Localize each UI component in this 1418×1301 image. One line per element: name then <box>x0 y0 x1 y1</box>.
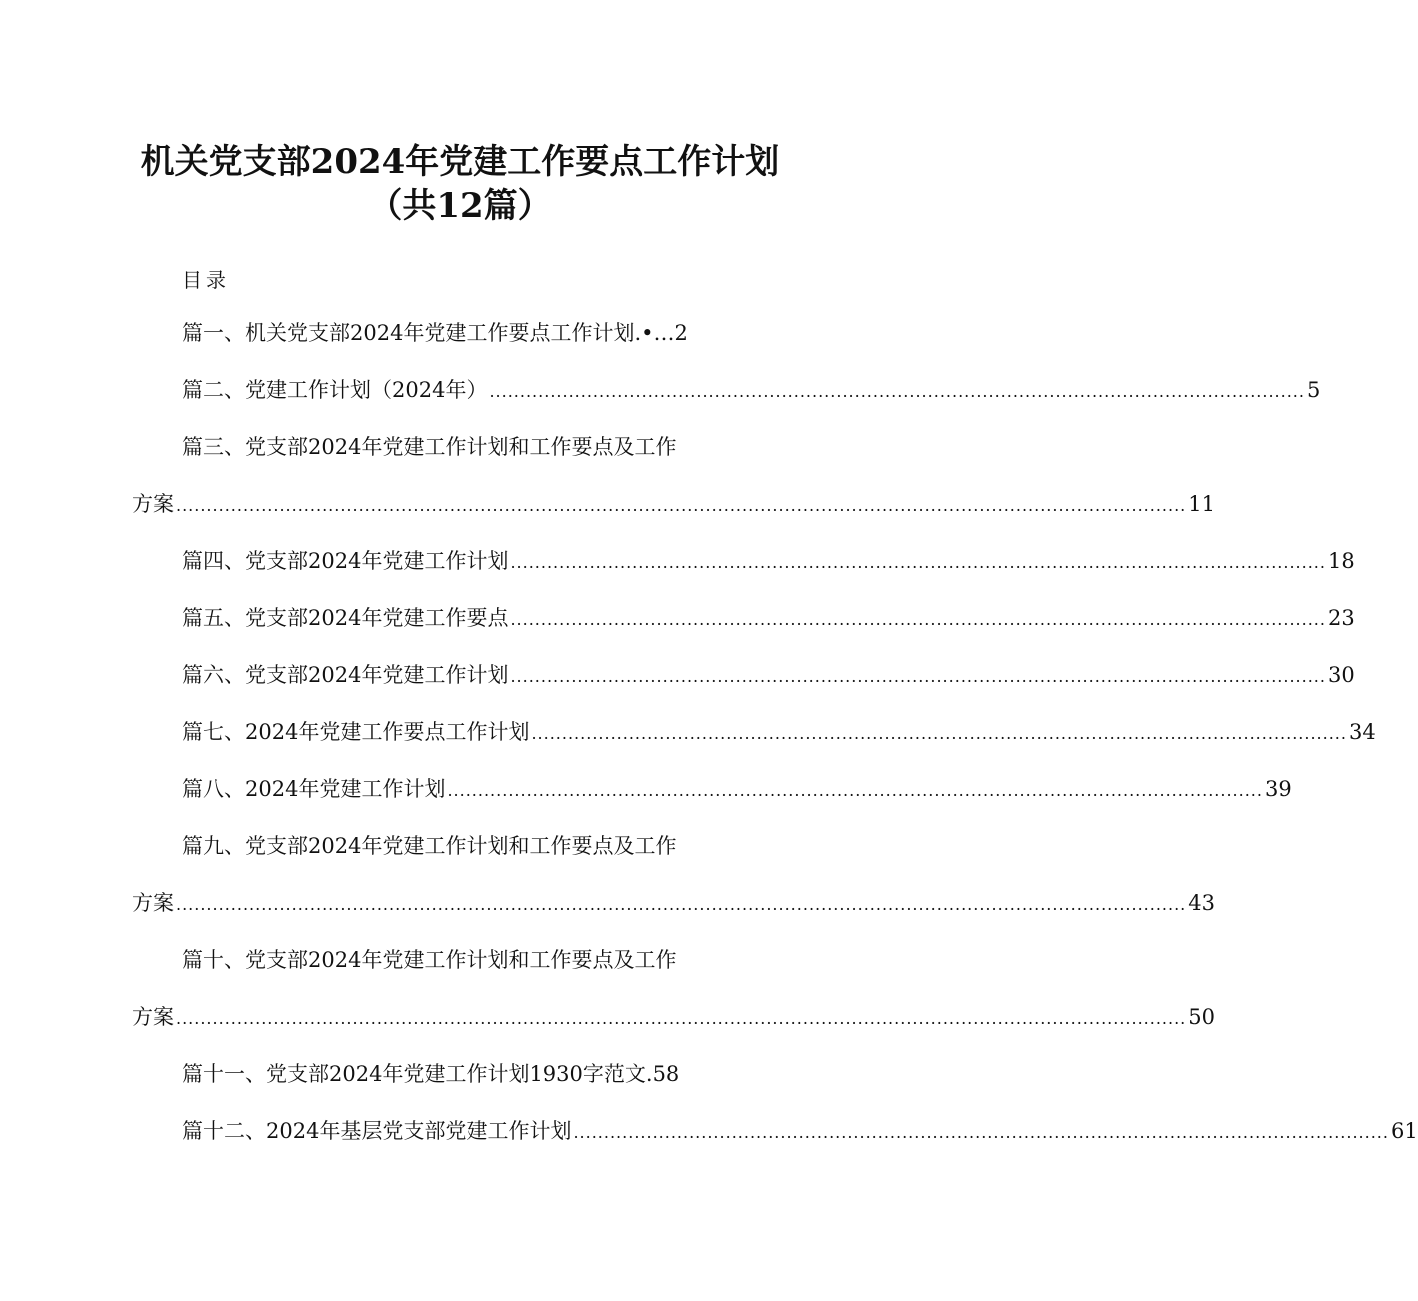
toc-heading: 目录 <box>182 268 230 292</box>
toc-entry-page: 30 <box>1327 663 1355 687</box>
toc-entry-title: 篇十二、2024年基层党支部党建工作计划 <box>182 1119 572 1143</box>
toc-entry-page: 5 <box>1306 378 1321 402</box>
dot-leader: ...................................................................................................................................................................... <box>176 1009 1187 1028</box>
toc-entry-page: 58 <box>652 1062 680 1086</box>
toc-entry-title: 篇十、党支部2024年党建工作计划和工作要点及工作 <box>182 948 677 972</box>
dot-leader: ...................................................................................................................................... <box>510 667 1326 686</box>
toc-entry-9-cont[interactable] <box>132 888 1215 920</box>
toc-entry-1[interactable] <box>182 318 742 348</box>
dot-leader: ...................................................................................................................................... <box>447 781 1263 800</box>
toc-entry-6[interactable] <box>182 660 1355 692</box>
toc-entry-page: 34 <box>1348 720 1376 744</box>
toc-entry-page: 39 <box>1264 777 1292 801</box>
toc-entry-4[interactable] <box>182 546 1355 578</box>
toc-entry-12[interactable] <box>182 1116 1418 1148</box>
toc-entry-title: 篇九、党支部2024年党建工作计划和工作要点及工作 <box>182 834 677 858</box>
toc-entry-8[interactable] <box>182 774 1292 806</box>
toc-entry-title: 篇二、党建工作计划（2024年） <box>182 378 488 402</box>
toc-entry-page: 61 <box>1390 1119 1418 1143</box>
toc-entry-title-cont: 方案 <box>132 891 174 915</box>
toc-entry-title-cont: 方案 <box>132 492 174 516</box>
toc-entry-7[interactable] <box>182 717 1376 749</box>
toc-entry-title: 篇六、党支部2024年党建工作计划 <box>182 663 509 687</box>
toc-entry-title: 篇一、机关党支部2024年党建工作要点工作计划.•… <box>182 321 675 345</box>
toc-entry-title: 篇八、2024年党建工作计划 <box>182 777 446 801</box>
toc-entry-title: 篇五、党支部2024年党建工作要点 <box>182 606 509 630</box>
toc-entry-title: 篇十一、党支部2024年党建工作计划1930字范文. <box>182 1062 653 1086</box>
toc-entry-3[interactable] <box>182 432 770 462</box>
toc-entry-title: 篇三、党支部2024年党建工作计划和工作要点及工作 <box>182 435 677 459</box>
dot-leader: ...................................................................................................................................... <box>489 382 1305 401</box>
toc-entry-10-cont[interactable] <box>132 1002 1215 1034</box>
document-title: 机关党支部2024年党建工作要点工作计划 <box>140 142 780 182</box>
toc-entry-page: 43 <box>1188 891 1215 915</box>
toc-entry-10[interactable] <box>182 945 770 975</box>
toc-entry-page: 11 <box>1188 492 1215 516</box>
toc-entry-title-cont: 方案 <box>132 1005 174 1029</box>
toc-entry-page: 18 <box>1327 549 1355 573</box>
toc-entry-title: 篇四、党支部2024年党建工作计划 <box>182 549 509 573</box>
toc-entry-9[interactable] <box>182 831 770 861</box>
dot-leader: ...................................................................................................................................................................... <box>176 496 1187 515</box>
toc-entry-5[interactable] <box>182 603 1355 635</box>
dot-leader: ...................................................................................................................................... <box>573 1123 1389 1142</box>
toc-entry-page: 50 <box>1188 1005 1215 1029</box>
toc-entry-page: 23 <box>1327 606 1355 630</box>
toc-entry-3-cont[interactable] <box>132 489 1215 521</box>
toc-entry-page: 2 <box>674 321 688 345</box>
dot-leader: ...................................................................................................................................... <box>510 553 1326 572</box>
toc-entry-2[interactable] <box>182 375 1321 407</box>
dot-leader: ...................................................................................................................................... <box>531 724 1347 743</box>
document-subtitle: （共12篇） <box>368 186 552 226</box>
toc-entry-11[interactable] <box>182 1059 742 1089</box>
dot-leader: ...................................................................................................................................................................... <box>176 895 1187 914</box>
dot-leader: ...................................................................................................................................... <box>510 610 1326 629</box>
toc-entry-title: 篇七、2024年党建工作要点工作计划 <box>182 720 530 744</box>
